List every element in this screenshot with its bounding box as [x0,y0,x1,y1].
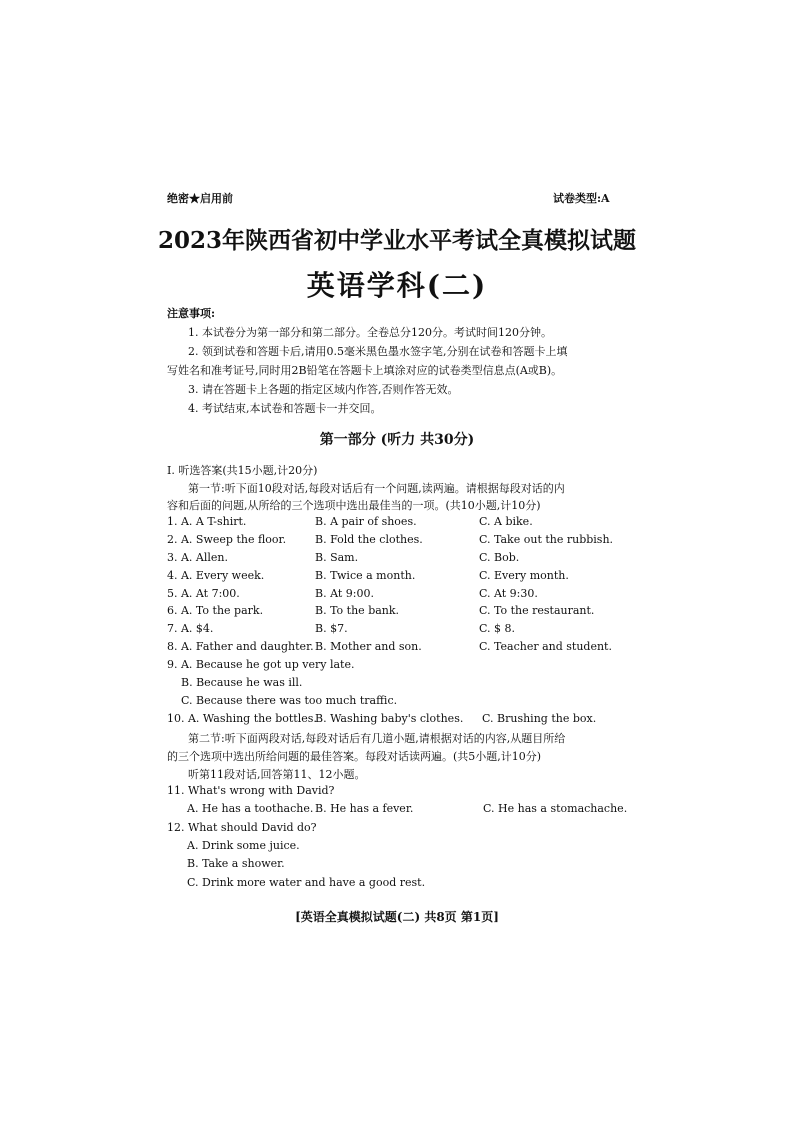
option-b: B. A pair of shoes. [315,515,417,528]
page-footer: [英语全真模拟试题(二) 共8页 第1页] [295,910,499,924]
option-c: C. A bike. [479,515,533,528]
option-c: C. To the restaurant. [479,604,595,617]
question-9-option-a: 9. A. Because he got up very late. [167,658,355,671]
option-c: C. Take out the rubbish. [479,533,614,546]
option-a: 5. A. At 7:00. [167,587,240,600]
option-a: 2. A. Sweep the floor. [167,533,287,546]
question-9-option-b: B. Because he was ill. [181,676,303,689]
option-b: B. He has a fever. [315,802,414,815]
question-12-option-a: A. Drink some juice. [187,839,300,852]
section-instruction: 第二节:听下面两段对话,每段对话后有几道小题,请根据对话的内容,从题目所给 [188,732,566,745]
option-a: 3. A. Allen. [167,551,228,564]
notice-heading: 注意事项: [167,307,216,320]
option-c: C. Every month. [479,569,569,582]
option-a: A. He has a toothache. [187,802,314,815]
part-one-title: 第一部分 (听力 共30分) [319,432,475,448]
option-c: C. Brushing the box. [482,712,597,725]
notice-item: 写姓名和准考证号,同时用2B铅笔在答题卡上填涂对应的试卷类型信息点(A或B)。 [167,364,563,377]
notice-item: 2. 领到试卷和答题卡后,请用0.5毫米黑色墨水签字笔,分别在试卷和答题卡上填 [188,345,568,358]
option-b: B. Fold the clothes. [315,533,423,546]
question-12-option-b: B. Take a shower. [187,857,285,870]
option-c: C. At 9:30. [479,587,538,600]
notice-item: 4. 考试结束,本试卷和答题卡一并交回。 [188,402,382,415]
exam-subtitle: 英语学科(二) [306,269,488,302]
option-b: B. Mother and son. [315,640,422,653]
option-a: 10. A. Washing the bottles. [167,712,317,725]
listen-note: 听第11段对话,回答第11、12小题。 [188,768,366,781]
confidential-label: 绝密★启用前 [167,192,233,205]
option-a: 4. A. Every week. [167,569,265,582]
section-instruction: 的三个选项中选出所给问题的最佳答案。每段对话读两遍。(共5小题,计10分) [167,750,542,763]
option-c: C. Teacher and student. [479,640,612,653]
option-c: C. $ 8. [479,622,516,635]
notice-item: 1. 本试卷分为第一部分和第二部分。全卷总分120分。考试时间120分钟。 [188,326,552,339]
question-9-option-c: C. Because there was too much traffic. [181,694,398,707]
option-b: B. At 9:00. [315,587,374,600]
section-instruction: 第一节:听下面10段对话,每段对话后有一个问题,读两遍。请根据每段对话的内 [188,482,565,495]
option-b: B. Washing baby's clothes. [315,712,464,725]
option-c: C. He has a stomachache. [483,802,628,815]
option-b: B. Twice a month. [315,569,416,582]
option-a: 7. A. $4. [167,622,214,635]
paper-type-label: 试卷类型:A [553,192,610,205]
option-b: B. $7. [315,622,348,635]
option-a: 8. A. Father and daughter. [167,640,314,653]
question-12-option-c: C. Drink more water and have a good rest. [187,876,426,889]
section-instruction: 容和后面的问题,从所给的三个选项中选出最佳当的一项。(共10小题,计10分) [167,499,541,512]
option-a: 6. A. To the park. [167,604,264,617]
option-a: 1. A. A T-shirt. [167,515,247,528]
notice-item: 3. 请在答题卡上各题的指定区域内作答,否则作答无效。 [188,383,459,396]
question-11-stem: 11. What's wrong with David? [167,784,335,797]
exam-title: 2023年陕西省初中学业水平考试全真模拟试题 [157,227,636,254]
option-b: B. To the bank. [315,604,400,617]
option-b: B. Sam. [315,551,359,564]
option-c: C. Bob. [479,551,520,564]
question-12-stem: 12. What should David do? [167,821,317,834]
section-heading: Ⅰ. 听选答案(共15小题,计20分) [167,464,318,477]
